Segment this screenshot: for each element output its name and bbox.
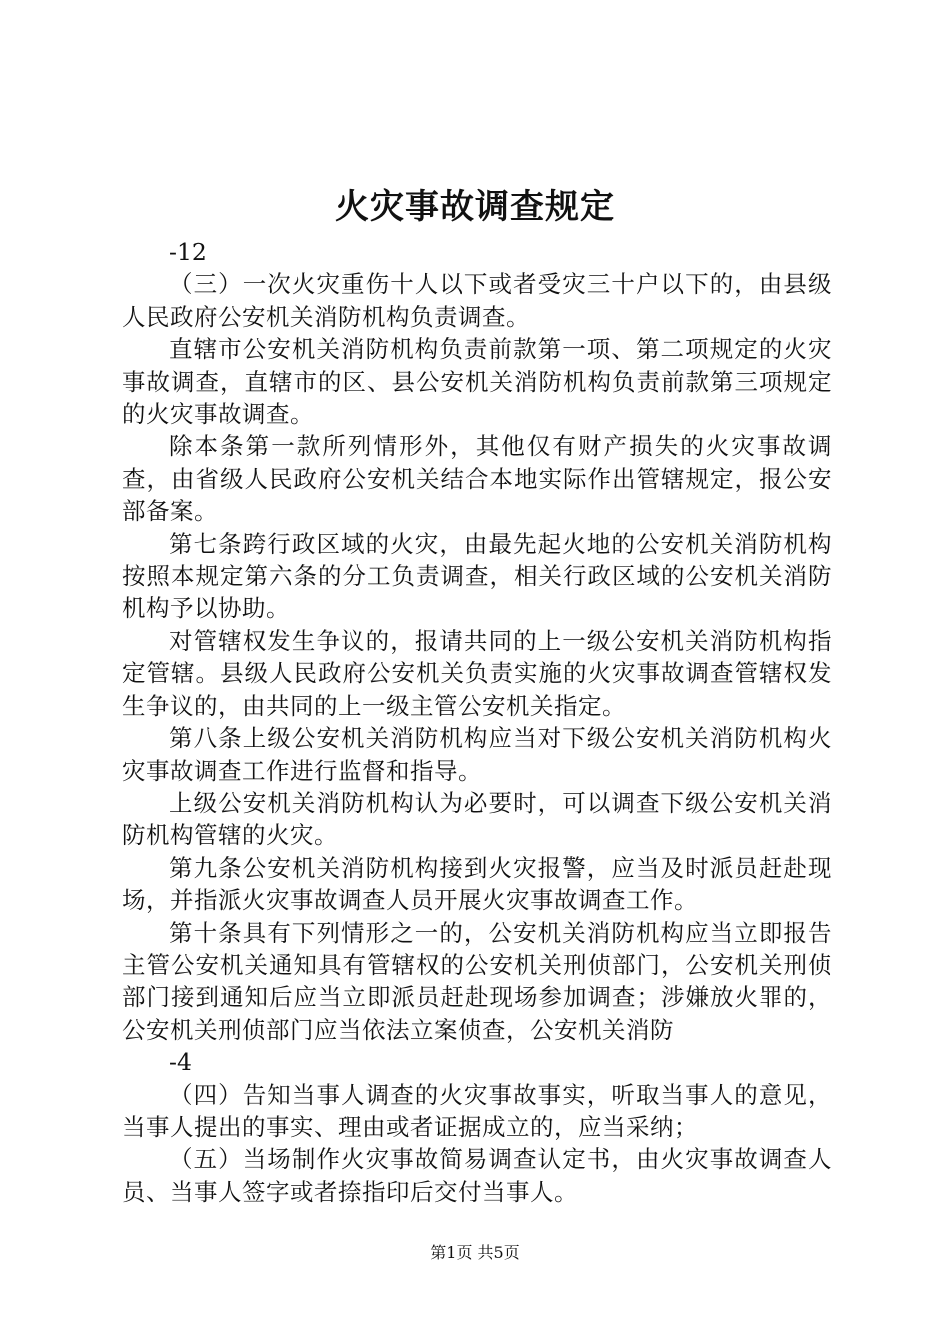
paragraph: （四）告知当事人调查的火灾事故事实，听取当事人的意见，当事人提出的事实、理由或者证据成立的，应当采纳； (122, 1080, 832, 1141)
paragraph: （五）当场制作火灾事故简易调查认定书，由火灾事故调查人员、当事人签字或者捺指印后交付当事人。 (122, 1145, 832, 1206)
document-title: 火灾事故调查规定 (335, 187, 615, 227)
paragraph: （三）一次火灾重伤十人以下或者受灾三十户以下的，由县级人民政府公安机关消防机构负责调查。 (122, 270, 832, 331)
page-marker: -4 (169, 1048, 192, 1077)
paragraph: 直辖市公安机关消防机构负责前款第一项、第二项规定的火灾事故调查，直辖市的区、县公安机关消防机构负责前款第三项规定的火灾事故调查。 (122, 335, 832, 429)
paragraph: 对管辖权发生争议的，报请共同的上一级公安机关消防机构指定管辖。县级人民政府公安机关负责实施的火灾事故调查管辖权发生争议的，由共同的上一级主管公安机关指定。 (122, 626, 832, 720)
document-body (122, 236, 832, 1208)
paragraph: 第九条公安机关消防机构接到火灾报警，应当及时派员赶赴现场，并指派火灾事故调查人员开展火灾事故调查工作。 (122, 853, 832, 915)
page-footer: 第1页 共5页 (430, 1243, 520, 1262)
paragraph: 第八条上级公安机关消防机构应当对下级公安机关消防机构火灾事故调查工作进行监督和指导。 (122, 724, 832, 785)
paragraph: 除本条第一款所列情形外，其他仅有财产损失的火灾事故调查，由省级人民政府公安机关结合本地实际作出管辖规定，报公安部备案。 (122, 432, 832, 526)
paragraph: 上级公安机关消防机构认为必要时，可以调查下级公安机关消防机构管辖的火灾。 (122, 788, 832, 850)
paragraph: 第十条具有下列情形之一的，公安机关消防机构应当立即报告主管公安机关通知具有管辖权的公安机关刑侦部门，公安机关刑侦部门接到通知后应当立即派员赶赴现场参加调查；涉嫌放火罪的，公安机关刑侦部门应当依法立案侦查，公安机关消防 (122, 918, 832, 1044)
paragraph: 第七条跨行政区域的火灾，由最先起火地的公安机关消防机构按照本规定第六条的分工负责调查，相关行政区域的公安机关消防机构予以协助。 (122, 529, 832, 623)
page-marker: -12 (169, 238, 207, 266)
